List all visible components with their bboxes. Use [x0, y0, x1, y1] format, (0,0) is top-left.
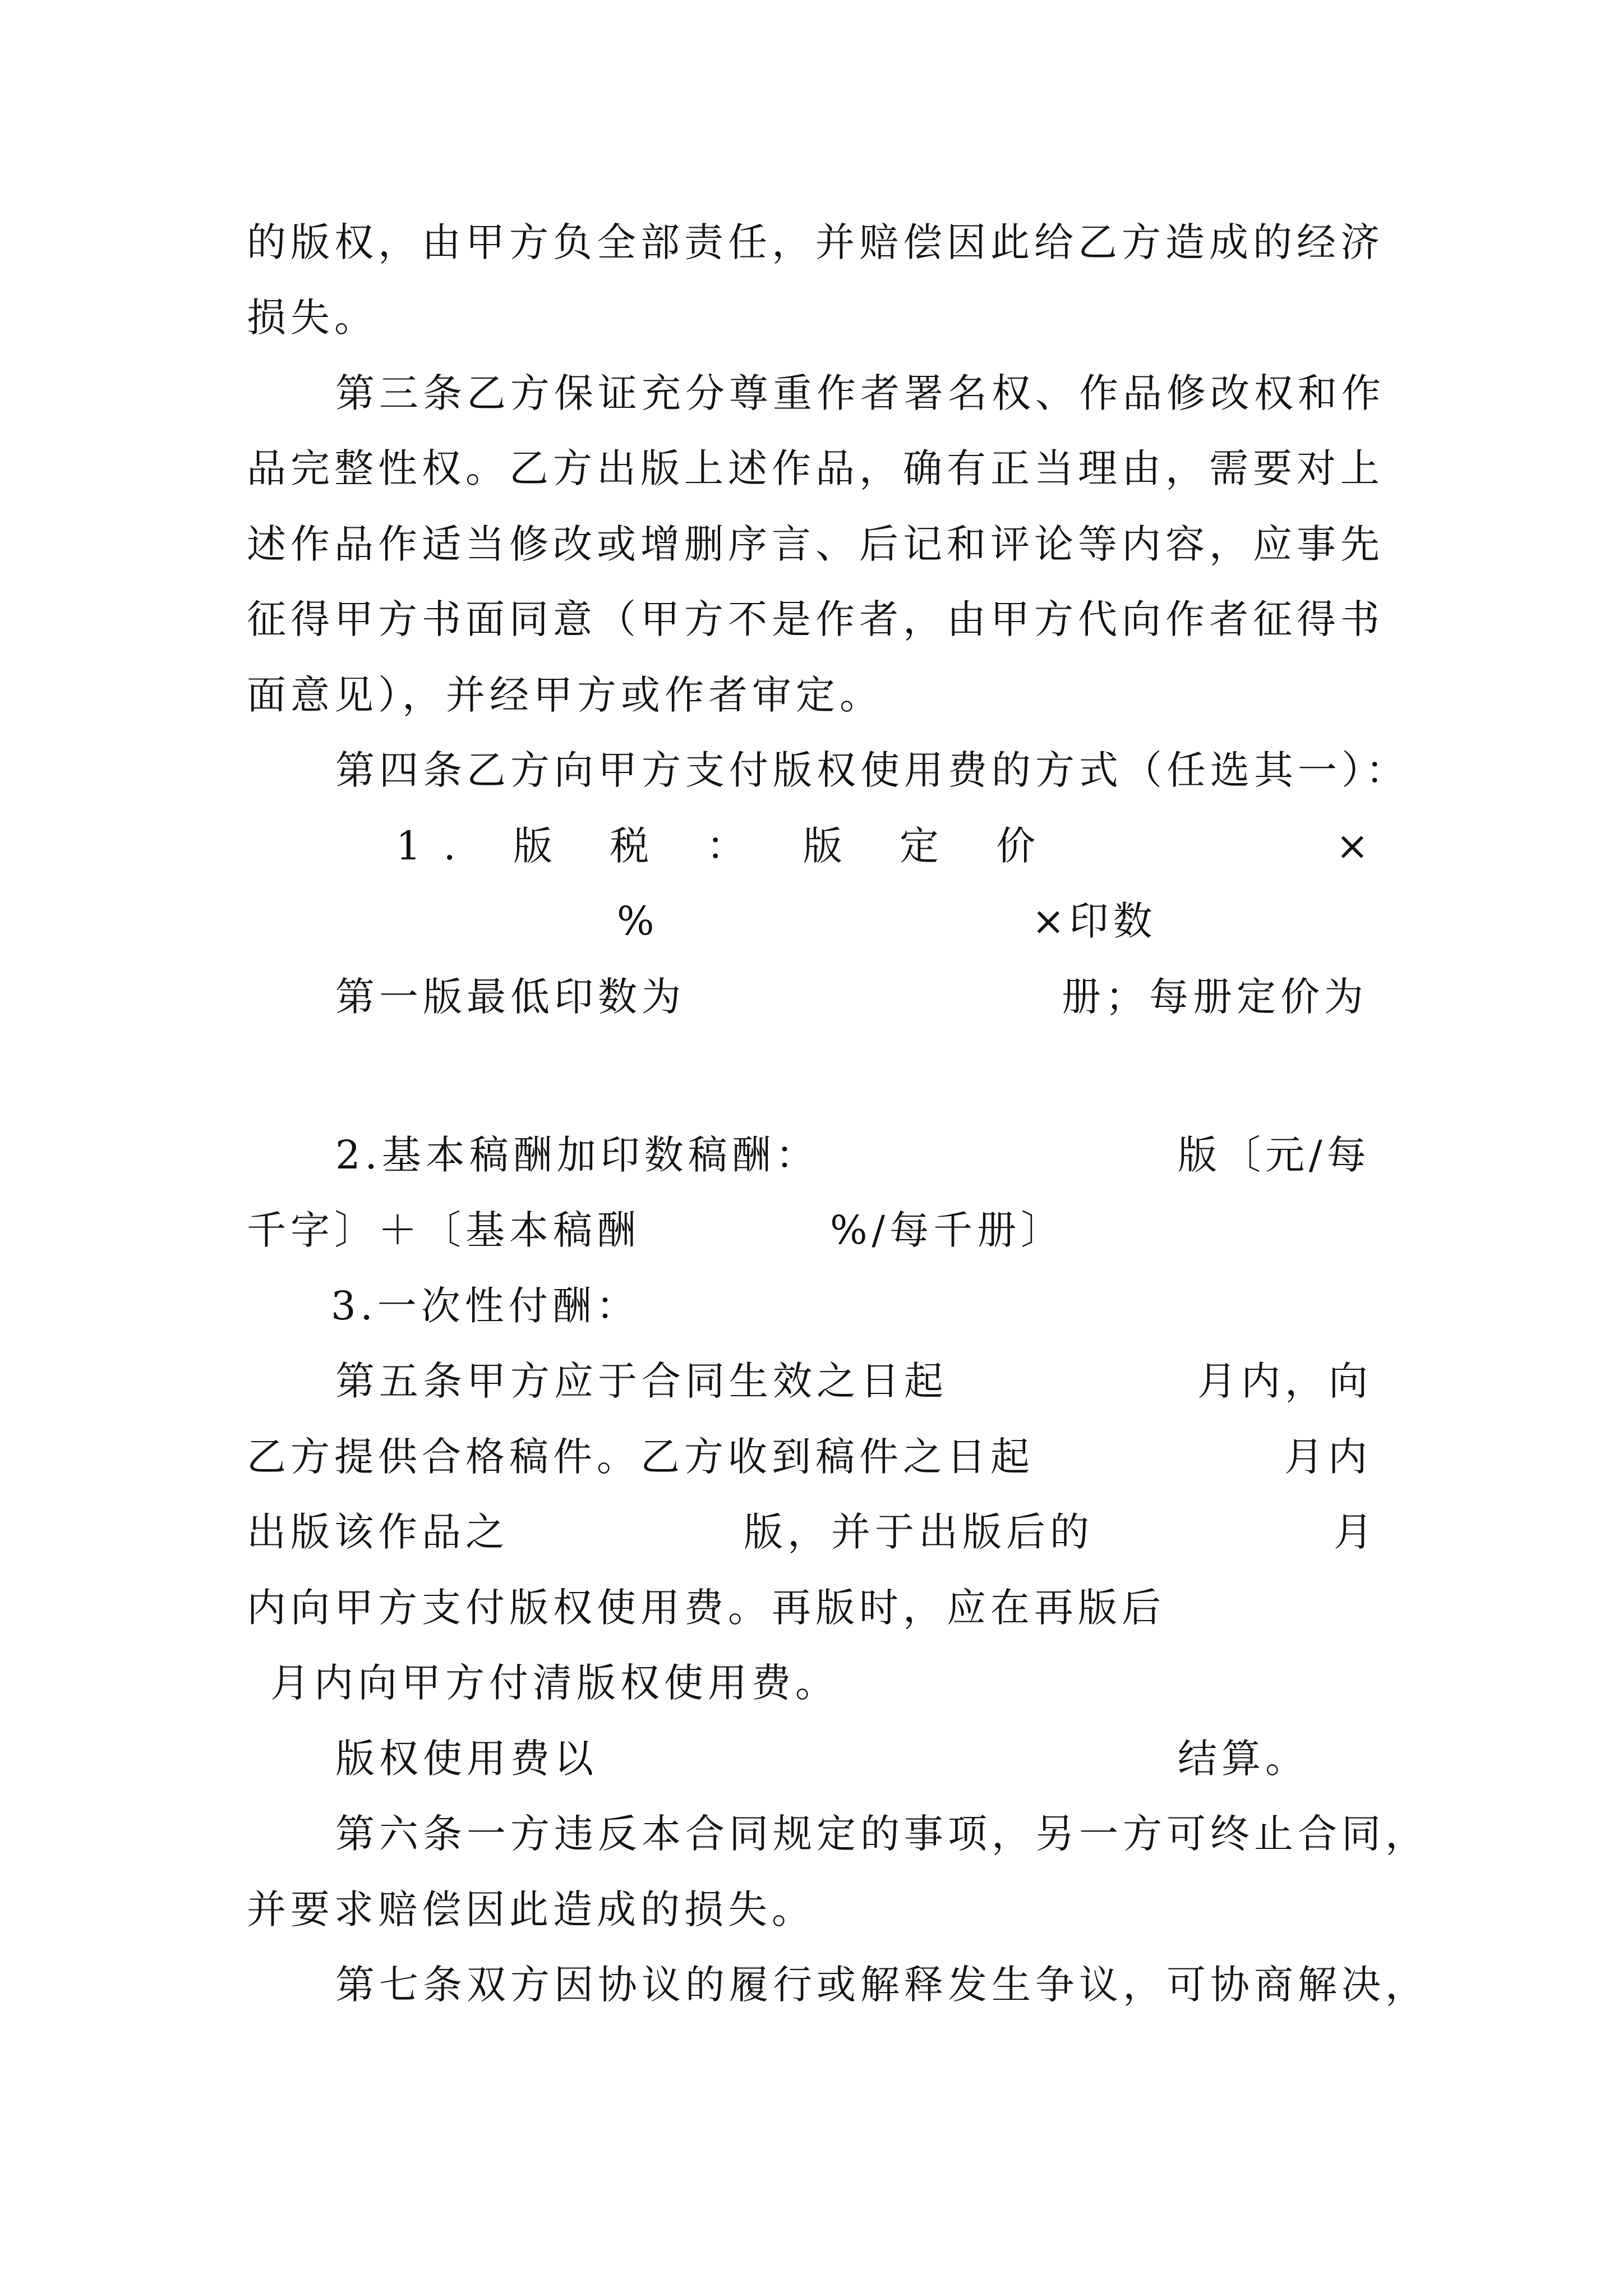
text-line: 的版权，由甲方负全部责任，并赔偿因此给乙方造成的经济	[247, 219, 1384, 265]
text-line: 出版该作品之	[247, 1509, 509, 1555]
text-line: 月	[1334, 1509, 1377, 1555]
text-line: 千字〕＋〔基本稿酬	[247, 1207, 640, 1253]
article-7-heading-line: 第七条双方因协议的履行或解释发生争议，可协商解决，	[335, 1962, 1429, 2008]
royalty-option-1: 1. 版 税 ： 版 定 价	[396, 823, 1058, 869]
text-line: 征得甲方书面同意（甲方不是作者，由甲方代向作者征得书	[247, 596, 1384, 642]
text-line: 品完整性权。乙方出版上述作品，确有正当理由，需要对上	[247, 445, 1384, 491]
text-line: 月内	[1284, 1434, 1372, 1480]
article-5-heading-line: 第五条甲方应于合同生效之日起	[335, 1358, 948, 1404]
text-line: 并要求赔偿因此造成的损失。	[247, 1887, 815, 1932]
print-count-label: ×印数	[1032, 898, 1157, 944]
text-line: 述作品作适当修改或增删序言、后记和评论等内容，应事先	[247, 521, 1384, 567]
text-line: 月内，向	[1197, 1358, 1372, 1404]
article-4-heading-line: 第四条乙方向甲方支付版权使用费的方式（任选其一）：	[335, 747, 1409, 793]
text-line: 乙方提供合格稿件。乙方收到稿件之日起	[247, 1434, 1034, 1480]
text-line: 月内向甲方付清版权使用费。	[270, 1660, 839, 1706]
text-line: 损失。	[247, 295, 378, 341]
multiply-sign: ×	[1336, 823, 1373, 869]
text-line: %/每千册〕	[830, 1207, 1065, 1253]
text-line: 内向甲方支付版权使用费。再版时，应在再版后	[247, 1585, 1165, 1631]
article-6-heading-line: 第六条一方违反本合同规定的事项，另一方可终止合同，	[335, 1811, 1429, 1857]
settlement-suffix: 结算。	[1178, 1736, 1309, 1782]
text-line: 版，并于出版后的	[744, 1509, 1094, 1555]
text-line: 版〔元/每	[1178, 1132, 1371, 1178]
royalty-option-3: 3.一次性付酬：	[331, 1283, 640, 1329]
unit-price-label: 册；每册定价为	[1062, 974, 1368, 1020]
article-3-heading-line: 第三条乙方保证充分尊重作者署名权、作品修改权和作	[335, 370, 1385, 416]
royalty-option-2: 2.基本稿酬加印数稿酬：	[335, 1132, 819, 1178]
settlement-label: 版权使用费以	[335, 1736, 598, 1782]
min-print-label: 第一版最低印数为	[335, 974, 685, 1020]
percent-sign: %	[617, 898, 659, 944]
text-line: 面意见），并经甲方或作者审定。	[247, 672, 883, 718]
